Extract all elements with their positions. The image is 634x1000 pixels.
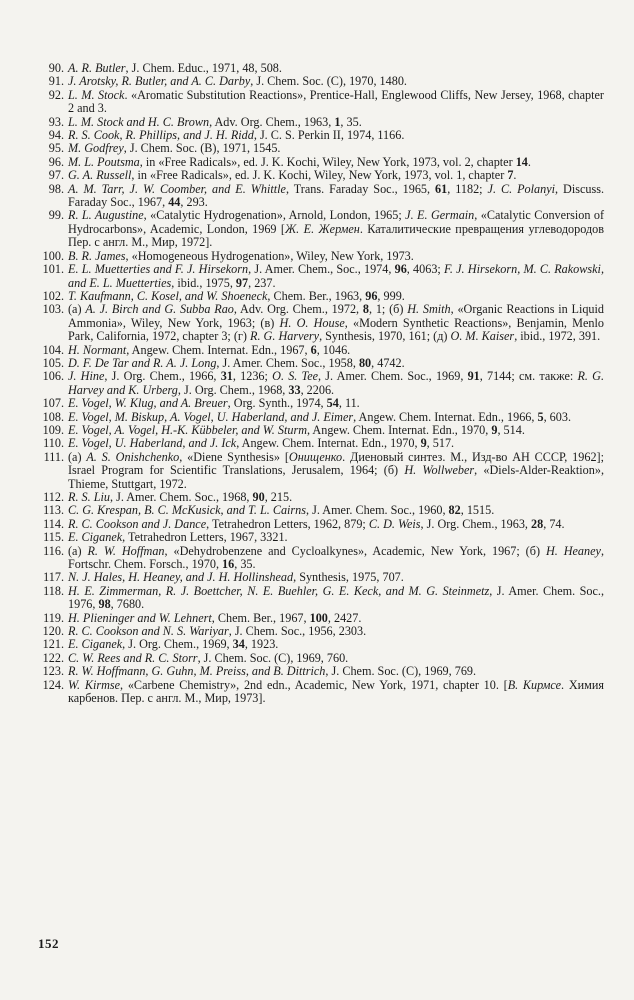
citation-text: , 603. [543, 409, 571, 424]
citation-text: , 11. [338, 396, 360, 411]
citation-text: , Angew. Chem. Internat. Edn., 1970, [307, 422, 492, 437]
reference-item [34, 638, 604, 651]
citation-text: , 514. [497, 422, 525, 437]
volume-number: 80 [358, 355, 372, 370]
reference-text [68, 679, 604, 706]
reference-item [34, 89, 604, 116]
reference-number: 100. [42, 248, 64, 263]
author-names: H. O. House [279, 315, 345, 330]
author-names: A. R. Butler [68, 61, 126, 75]
reference-text [68, 370, 604, 397]
reference-number: 96. [48, 154, 64, 169]
author-names: R. W. Hoffman [87, 543, 165, 558]
reference-item [34, 250, 604, 263]
citation-text: , 1236; [232, 369, 273, 384]
reference-item [34, 263, 604, 290]
citation-text: , 293. [180, 195, 208, 210]
reference-number: 110. [43, 436, 64, 451]
reference-text [68, 156, 604, 169]
reference-text [68, 625, 604, 638]
author-names: J. C. Polanyi [487, 181, 556, 196]
reference-number: 124. [42, 677, 64, 692]
author-names: C. G. Krespan, B. C. McKusick, and T. L. Cairns [68, 503, 307, 518]
volume-number: 54 [326, 396, 339, 411]
reference-number: 121. [42, 637, 64, 652]
author-names: R. S. Liu [68, 490, 110, 504]
citation-text: , 1923. [244, 637, 279, 652]
author-names: A. S. Onishchenko [86, 449, 180, 464]
reference-text [68, 545, 604, 572]
reference-number: 120. [42, 624, 64, 639]
reference-number: 122. [42, 650, 64, 665]
volume-number: 1 [334, 114, 341, 129]
author-names: O. S. Tee [272, 369, 319, 384]
author-names: F. J. Hirsekorn, M. C. Rakowski, and E. L. Muetterties [68, 262, 604, 290]
reference-text [68, 129, 604, 142]
volume-number: 9 [420, 436, 427, 451]
citation-text: , J. Chem. Soc., 1956, 2303. [228, 624, 367, 639]
citation-text: , Adv. Org. Chem., 1963, [209, 114, 335, 129]
reference-text [68, 142, 604, 155]
citation-text: , J. Amer. Chem. Soc., 1960, [306, 503, 449, 518]
citation-text: , J. Org. Chem., 1963, [420, 516, 532, 531]
reference-item [34, 545, 604, 572]
author-names: R. G. Harvery [250, 329, 320, 344]
citation-text: , 7680. [110, 597, 145, 612]
reference-item [34, 370, 604, 397]
reference-text [68, 62, 604, 75]
reference-text [68, 491, 604, 504]
reference-text [68, 75, 604, 88]
reference-text [68, 169, 604, 182]
reference-number: 106. [42, 369, 64, 384]
reference-number: 117. [43, 570, 64, 585]
reference-number: 109. [42, 422, 64, 437]
citation-text: (а) [68, 543, 88, 558]
volume-number: 5 [537, 409, 544, 424]
citation-text: , 1; (б) [368, 302, 408, 317]
citation-text: , J. Chem. Soc. (B), 1971, 1545. [123, 141, 281, 156]
reference-item [34, 652, 604, 665]
reference-number: 93. [48, 114, 64, 129]
reference-number: 111. [43, 449, 64, 464]
volume-number: 33 [288, 382, 301, 397]
citation-text: , «Dehydrobenzene and Cycloalkynes», Academic, New York, 1967; (б) [164, 543, 546, 558]
reference-number: 98. [48, 181, 64, 196]
volume-number: 100 [309, 610, 328, 625]
reference-number: 97. [48, 168, 64, 183]
citation-text: , J. Chem. Soc. (C), 1970, 1480. [250, 74, 407, 89]
citation-text: , J. Chem. Educ., 1971, 48, 508. [125, 61, 282, 75]
author-names: J. Hine [68, 369, 105, 384]
citation-text: , 237. [248, 275, 276, 290]
citation-text: , ibid., 1972, 391. [514, 329, 601, 344]
citation-text: . Химия карбенов. Пер. с англ. М., Мир, 1973]. [68, 677, 605, 706]
reference-item [34, 142, 604, 155]
volume-number: 14 [515, 154, 528, 169]
volume-number: 34 [232, 637, 245, 652]
reference-number: 115. [43, 530, 64, 545]
citation-text: , Synthesis, 1970, 161; (д) [319, 329, 451, 344]
citation-text: , in «Free Radicals», ed. J. K. Kochi, Wiley, New York, 1973, vol. 1, chapter [131, 168, 508, 183]
citation-text: , 2427. [327, 610, 362, 625]
citation-text: . «Aromatic Substitution Reactions», Prentice-Hall, Englewood Cliffs, New Jersey, 1968, chapter 2 and 3. [68, 87, 604, 116]
volume-number: 28 [531, 516, 544, 531]
author-names: M. L. Poutsma [68, 154, 140, 169]
citation-text: , Angew. Chem. Internat. Edn., 1967, [126, 342, 311, 357]
reference-number: 108. [42, 409, 64, 424]
citation-text: , 517. [426, 436, 455, 451]
author-names: C. W. Rees and R. C. Storr [68, 650, 198, 665]
reference-text [68, 652, 604, 665]
citation-text: , «Diels-Alder-Reaktion», Thieme, Stuttgart, 1972. [68, 463, 604, 491]
citation-text: , 1515. [460, 503, 495, 518]
author-names: M. Godfrey [68, 141, 124, 156]
reference-number: 118. [43, 583, 64, 598]
citation-text: , J. Chem. Soc. (C), 1969, 769. [325, 664, 477, 679]
reference-item [34, 303, 604, 343]
reference-item [34, 585, 604, 612]
author-names: R. W. Hoffmann, G. Guhn, M. Preiss, and B. Dittrich [68, 664, 326, 679]
reference-text [68, 116, 604, 129]
reference-number: 119. [43, 610, 64, 625]
author-names: D. F. De Tar and R. A. J. Long [68, 355, 217, 370]
citation-text: , J. Org. Chem., 1966, [104, 369, 221, 384]
volume-number: 96 [365, 288, 378, 303]
author-names: G. A. Russell [68, 168, 132, 183]
citation-text: , 999. [377, 288, 405, 303]
citation-text: , J. C. S. Perkin II, 1974, 1166. [253, 128, 405, 143]
volume-number: 61 [435, 181, 448, 196]
volume-number: 44 [168, 195, 181, 210]
reference-item [34, 504, 604, 517]
volume-number: 6 [310, 342, 317, 357]
reference-text [68, 303, 604, 343]
reference-number: 114. [43, 516, 64, 531]
reference-number: 94. [48, 128, 64, 143]
citation-text: , «Carbene Chemistry», 2nd edn., Academic, New York, 1971, chapter 10. [ [120, 677, 508, 692]
author-names: E. Vogel, A. Vogel, H.-K. Kübbeler, and W. Sturm [68, 422, 307, 437]
reference-item [34, 612, 604, 625]
reference-text [68, 424, 604, 437]
reference-item [34, 62, 604, 75]
citation-text: , «Diene Synthesis» [ [179, 449, 289, 464]
citation-text: , Trans. Faraday Soc., 1965, [285, 181, 436, 196]
author-names: L. M. Stock and H. C. Brown [68, 114, 210, 129]
reference-number: 99. [48, 208, 64, 223]
citation-text: . Каталитические превращения углеводородов Пер. с англ. М., Мир, 1972]. [68, 221, 604, 250]
citation-text: , «Organic Reactions in Liquid Ammonia», Wiley, New York, 1963; (в) [68, 302, 605, 330]
volume-number: 7 [507, 168, 514, 183]
citation-text: , Angew. Chem. Internat. Edn., 1966, [353, 409, 538, 424]
reference-text [68, 638, 604, 651]
citation-text: . [527, 154, 531, 169]
reference-item [34, 209, 604, 249]
citation-text: , Tetrahedron Letters, 1962, 879; [206, 516, 369, 531]
citation-text: , Synthesis, 1975, 707. [293, 570, 404, 585]
reference-number: 107. [42, 396, 64, 411]
reference-text [68, 89, 604, 116]
volume-number: 90 [252, 490, 265, 504]
citation-text: , J. Org. Chem., 1969, [122, 637, 233, 652]
author-names: E. Vogel, U. Haberland, and J. Ick [68, 436, 237, 451]
author-names: R. L. Augustine [68, 208, 144, 223]
citation-text: , 35. [340, 114, 362, 129]
author-names: J. E. Germain [405, 208, 475, 223]
reference-number: 105. [42, 355, 64, 370]
reference-number: 92. [48, 87, 64, 102]
reference-text [68, 397, 604, 410]
citation-text: , in «Free Radicals», ed. J. K. Kochi, Wiley, New York, 1973, vol. 2, chapter [139, 154, 516, 169]
citation-text: , 35. [234, 557, 256, 572]
author-names: L. M. Stock [68, 87, 125, 102]
volume-number: 8 [362, 302, 369, 317]
reference-item [34, 344, 604, 357]
author-names: B. R. James [68, 248, 126, 263]
citation-text: , «Catalytic Conversion of Hydrocarbons», Academic, London, 1969 [ [68, 208, 605, 236]
reference-text [68, 665, 604, 678]
author-names: H. Heaney [545, 543, 601, 558]
citation-text: , J. Amer. Chem. Soc., 1958, [216, 355, 359, 370]
reference-text [68, 183, 604, 210]
volume-number: 16 [222, 557, 235, 572]
volume-number: 97 [235, 275, 249, 290]
reference-number: 113. [43, 503, 64, 518]
author-names: R. G. Harvey and K. Urberg [68, 369, 605, 397]
citation-text: , 4063; [406, 262, 445, 277]
reference-text [68, 451, 604, 491]
reference-number: 104. [42, 342, 64, 357]
author-names: H. Wollweber [404, 463, 475, 478]
reference-item [34, 531, 604, 544]
reference-number: 102. [42, 288, 64, 303]
author-names: В. Кирмсе [507, 677, 562, 692]
reference-item [34, 156, 604, 169]
reference-item [34, 679, 604, 706]
citation-text: , 215. [264, 490, 293, 504]
citation-text: , J. Amer. Chem., Soc., 1974, [248, 262, 395, 277]
author-names: R. S. Cook, R. Phillips, and J. H. Ridd [68, 128, 254, 143]
reference-number: 116. [43, 543, 64, 558]
volume-number: 82 [448, 503, 461, 518]
citation-text: , Chem. Ber., 1967, [211, 610, 310, 625]
citation-text: , J. Org. Chem., 1968, [177, 382, 289, 397]
citation-text: , 4742. [371, 355, 405, 370]
reference-number: 95. [48, 141, 64, 156]
reference-text [68, 518, 604, 531]
citation-text: (а) [68, 302, 86, 317]
citation-text: , «Homogeneous Hydrogenation», Wiley, New York, 1973. [125, 248, 414, 263]
citation-text: , J. Amer. Chem. Soc., 1968, [109, 490, 253, 504]
reference-list [34, 62, 604, 706]
reference-item [34, 397, 604, 410]
citation-text: , «Catalytic Hydrogenation», Arnold, London, 1965; [143, 208, 406, 223]
citation-text: . Диеновый синтез. М., Изд-во АН СССР, 1962]; Israel Program for Scientific Translations, Jerusalem, 1964; (б) [68, 449, 604, 478]
citation-text: , Chem. Ber., 1963, [267, 288, 366, 303]
reference-item [34, 411, 604, 424]
author-names: N. J. Hales, H. Heaney, and J. H. Hollinshead [68, 570, 294, 585]
reference-item [34, 424, 604, 437]
reference-item [34, 116, 604, 129]
citation-text: , J. Amer. Chem. Soc., 1969, [318, 369, 468, 384]
author-names: H. E. Zimmerman, R. J. Boettcher, N. E. Buehler, G. E. Keck, and M. G. Steinmetz [68, 583, 490, 598]
reference-text [68, 357, 604, 370]
reference-text [68, 250, 604, 263]
author-names: C. D. Weis [368, 516, 421, 531]
author-names: W. Kirmse [68, 677, 121, 692]
reference-text [68, 612, 604, 625]
reference-text [68, 263, 604, 290]
citation-text: , Tetrahedron Letters, 1967, 3321. [122, 530, 288, 545]
author-names: H. Smith [407, 302, 451, 317]
citation-text: , Adv. Org. Chem., 1972, [233, 302, 363, 317]
author-names: A. M. Tarr, J. W. Coomber, and E. Whittle [68, 181, 286, 196]
reference-item [34, 518, 604, 531]
volume-number: 91 [467, 369, 480, 384]
author-names: E. L. Muetterties and F. J. Hirsekorn [68, 262, 249, 277]
reference-item [34, 665, 604, 678]
reference-number: 112. [43, 490, 64, 504]
reference-text [68, 531, 604, 544]
citation-text: . [513, 168, 517, 183]
author-names: Онищенко [288, 449, 343, 464]
reference-number: 90. [48, 61, 64, 75]
reference-number: 91. [48, 74, 64, 89]
citation-text: , Discuss. Faraday Soc., 1967, [68, 181, 604, 210]
author-names: O. M. Kaiser [450, 329, 515, 344]
citation-text: , Org. Synth., 1974, [227, 396, 327, 411]
reference-item [34, 290, 604, 303]
volume-number: 9 [491, 422, 498, 437]
reference-item [34, 169, 604, 182]
reference-text [68, 209, 604, 249]
volume-number: 96 [394, 262, 407, 277]
author-names: J. Arotsky, R. Butler, and A. C. Darby [68, 74, 251, 89]
reference-text [68, 344, 604, 357]
citation-text: , 1182; [447, 181, 488, 196]
reference-number: 123. [42, 664, 64, 679]
citation-text: , «Modern Synthetic Reactions», Benjamin, Menlo Park, California, 1972, chapter 3; (г) [68, 315, 605, 344]
author-names: H. Plieninger and W. Lehnert [68, 610, 212, 625]
citation-text: , ibid., 1975, [171, 275, 236, 290]
reference-text [68, 504, 604, 517]
citation-text: , 2206. [300, 382, 335, 397]
citation-text: , 74. [543, 516, 565, 531]
citation-text: , 1046. [316, 342, 351, 357]
reference-item [34, 183, 604, 210]
reference-item [34, 75, 604, 88]
reference-item [34, 625, 604, 638]
reference-item [34, 571, 604, 584]
volume-number: 98 [98, 597, 111, 612]
reference-item [34, 437, 604, 450]
page-number: 152 [38, 936, 59, 951]
reference-text [68, 290, 604, 303]
author-names: R. C. Cookson and J. Dance [68, 516, 207, 531]
reference-item [34, 491, 604, 504]
reference-number: 101. [42, 262, 64, 277]
citation-text: , J. Amer. Chem. Soc., 1976, [68, 583, 604, 612]
author-names: E. Vogel, W. Klug, and A. Breuer [68, 396, 228, 411]
author-names: T. Kaufmann, C. Kosel, and W. Shoeneck [68, 288, 268, 303]
reference-text [68, 411, 604, 424]
author-names: Ж. Е. Жермен [285, 221, 360, 236]
author-names: H. Normant [68, 342, 127, 357]
citation-text: , Angew. Chem. Internat. Edn., 1970, [236, 436, 421, 451]
reference-number: 103. [42, 302, 64, 317]
reference-item [34, 357, 604, 370]
reference-text [68, 585, 604, 612]
reference-item [34, 129, 604, 142]
citation-text: (а) [68, 449, 87, 464]
author-names: E. Ciganek [68, 637, 123, 652]
reference-item [34, 451, 604, 491]
author-names: E. Vogel, M. Biskup, A. Vogel, U. Haberland, and J. Eimer [68, 409, 354, 424]
reference-text [68, 571, 604, 584]
citation-text: , J. Chem. Soc. (C), 1969, 760. [197, 650, 349, 665]
citation-text: , Fortschr. Chem. Forsch., 1970, [68, 543, 604, 572]
volume-number: 31 [220, 369, 233, 384]
reference-text [68, 437, 604, 450]
author-names: E. Ciganek [68, 530, 123, 545]
author-names: A. J. Birch and G. Subba Rao [85, 302, 234, 317]
citation-text: , 7144; см. также: [479, 369, 578, 384]
author-names: R. C. Cookson and N. S. Wariyar [68, 624, 229, 639]
